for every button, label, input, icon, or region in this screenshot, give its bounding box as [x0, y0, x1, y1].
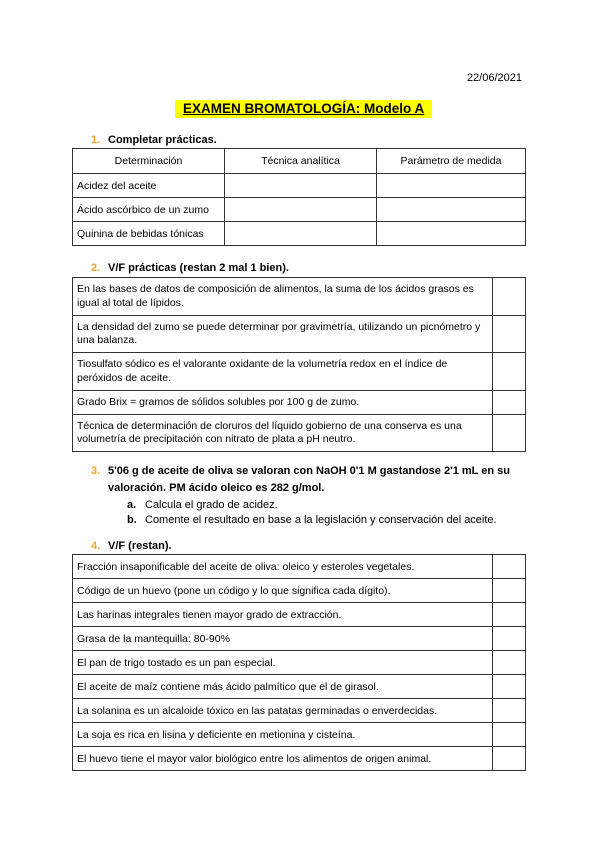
- q1-number: 1.: [91, 134, 101, 146]
- answer-cell[interactable]: [493, 675, 526, 699]
- statement: El aceite de maíz contiene más ácido palmítico que el de girasol.: [73, 675, 493, 699]
- table-header-row: [73, 149, 526, 174]
- q2-table: [72, 277, 526, 452]
- table-row: [73, 651, 526, 675]
- q1-heading: [91, 134, 217, 146]
- answer-cell[interactable]: [493, 699, 526, 723]
- q3-block: [91, 463, 531, 528]
- answer-cell[interactable]: [493, 723, 526, 747]
- table-row: [73, 174, 526, 198]
- table-row: [73, 198, 526, 222]
- statement: Las harinas integrales tienen mayor grado de extracción.: [73, 603, 493, 627]
- answer-cell[interactable]: [493, 627, 526, 651]
- statement: Grado Brix = gramos de sólidos solubles por 100 g de zumo.: [73, 391, 493, 415]
- q4-number: 4.: [91, 540, 101, 552]
- q3-subitem-a: [127, 498, 531, 513]
- exam-title-text: EXAMEN BROMATOLOGÍA: Modelo A: [183, 101, 425, 116]
- column-header: Parámetro de medida: [377, 149, 526, 174]
- subitem-text: Calcula el grado de acidez.: [145, 499, 278, 511]
- q2-heading: [91, 262, 289, 274]
- statement: Fracción insaponificable del aceite de oliva: oleico y esteroles vegetales.: [73, 555, 493, 579]
- statement: Grasa de la mantequilla: 80-90%: [73, 627, 493, 651]
- table-row: [73, 555, 526, 579]
- q1-heading-text: Completar prácticas.: [108, 134, 217, 146]
- table-row: [73, 675, 526, 699]
- answer-cell[interactable]: [377, 222, 526, 246]
- statement: El pan de trigo tostado es un pan especial.: [73, 651, 493, 675]
- answer-cell[interactable]: [493, 353, 526, 391]
- answer-cell[interactable]: [493, 278, 526, 316]
- table-row: [73, 316, 526, 353]
- statement: La solanina es un alcaloide tóxico en las patatas germinadas o enverdecidas.: [73, 699, 493, 723]
- statement: Código de un huevo (pone un código y lo que significa cada dígito).: [73, 579, 493, 603]
- answer-cell[interactable]: [493, 415, 526, 452]
- table-row: [73, 353, 526, 391]
- subitem-letter: a.: [127, 499, 137, 511]
- table-row: [73, 579, 526, 603]
- answer-cell[interactable]: [493, 391, 526, 415]
- subitem-letter: b.: [127, 514, 137, 526]
- q3-text: 5'06 g de aceite de oliva se valoran con NaOH 0'1 M gastandose 2'1 mL en su valoración. PM ácido oleico es 282 g/mol.: [108, 465, 510, 494]
- column-header: Determinación: [73, 149, 225, 174]
- subitem-text: Comente el resultado en base a la legislación y conservación del aceite.: [145, 514, 497, 526]
- table-row: [73, 747, 526, 771]
- answer-cell[interactable]: [493, 603, 526, 627]
- statement: Técnica de determinación de cloruros del líquido gobierno de una conserva es una volumetría de precipitación con nitrato de plata a pH neutro.: [73, 415, 493, 452]
- answer-cell[interactable]: [225, 222, 377, 246]
- table-row: [73, 278, 526, 316]
- answer-cell[interactable]: [225, 198, 377, 222]
- exam-date: 22/06/2021: [466, 72, 522, 84]
- statement: Tiosulfato sódico es el valorante oxidante de la volumetría redox en el índice de peróxidos de aceite.: [73, 353, 493, 391]
- q4-table: [72, 554, 526, 771]
- statement: El huevo tiene el mayor valor biológico entre los alimentos de origen animal.: [73, 747, 493, 771]
- answer-cell[interactable]: [493, 555, 526, 579]
- table-row: [73, 627, 526, 651]
- answer-cell[interactable]: [493, 651, 526, 675]
- table-row: [73, 222, 526, 246]
- q4-heading: [91, 540, 172, 552]
- q3-subitem-b: [127, 513, 531, 528]
- answer-cell[interactable]: [493, 316, 526, 353]
- table-row: [73, 415, 526, 452]
- answer-cell[interactable]: [377, 174, 526, 198]
- row-label: Quinina de bebidas tónicas: [73, 222, 225, 246]
- row-label: Ácido ascórbico de un zumo: [73, 198, 225, 222]
- table-row: [73, 699, 526, 723]
- answer-cell[interactable]: [493, 747, 526, 771]
- q2-number: 2.: [91, 262, 101, 274]
- q3-number: 3.: [91, 465, 101, 477]
- answer-cell[interactable]: [225, 174, 377, 198]
- row-label: Acidez del aceite: [73, 174, 225, 198]
- table-row: [73, 603, 526, 627]
- statement: La densidad del zumo se puede determinar por gravimetría, utilizando un picnómetro y una balanza.: [73, 316, 493, 353]
- q2-heading-text: V/F prácticas (restan 2 mal 1 bien).: [108, 262, 289, 274]
- column-header: Técnica analítica: [225, 149, 377, 174]
- statement: La soja es rica en lisina y deficiente en metionina y cisteína.: [73, 723, 493, 747]
- table-row: [73, 723, 526, 747]
- q4-heading-text: V/F (restan).: [108, 540, 172, 552]
- answer-cell[interactable]: [493, 579, 526, 603]
- statement: En las bases de datos de composición de alimentos, la suma de los ácidos grasos es igual al total de lípidos.: [73, 278, 493, 316]
- answer-cell[interactable]: [377, 198, 526, 222]
- table-row: [73, 391, 526, 415]
- exam-title: [175, 100, 432, 118]
- q1-table: [72, 148, 526, 246]
